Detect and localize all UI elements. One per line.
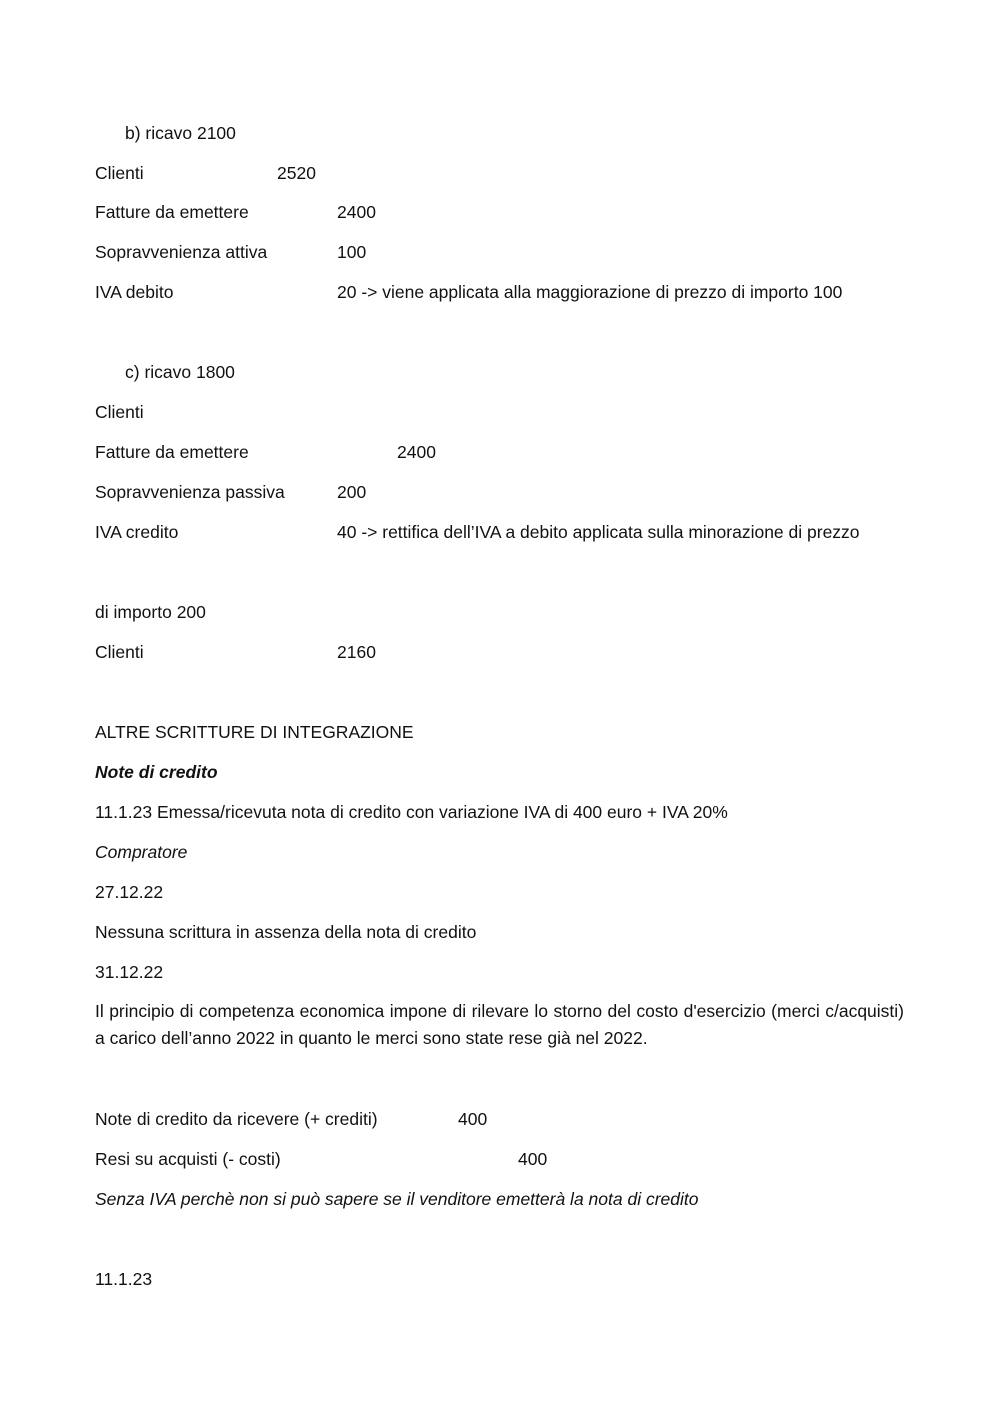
section-title: ALTRE SCRITTURE DI INTEGRAZIONE [95, 722, 414, 742]
italic-note: Senza IVA perchè non si può sapere se il venditore emetterà la nota di credito [95, 1189, 699, 1209]
row-label: Clienti [95, 402, 144, 422]
row-label: Clienti [95, 642, 144, 662]
row-value: 2520 [277, 163, 316, 183]
buyer-label: Compratore [95, 842, 188, 862]
row-value: 100 [337, 242, 367, 262]
date-label: 27.12.22 [95, 882, 164, 902]
row-label: IVA credito [95, 522, 179, 542]
subsection-title: Note di credito [95, 762, 218, 782]
paragraph: Il principio di competenza economica impone di rilevare lo storno del costo d'esercizio (merci c/acquisti) a carico dell’anno 2022 in quanto le merci sono state rese già nel 2022. [95, 1001, 904, 1048]
entry-value: 400 [518, 1149, 548, 1169]
row-value: 2400 [337, 202, 376, 222]
row-value: 200 [337, 482, 367, 502]
row-label: Fatture da emettere [95, 202, 249, 222]
row-label: Sopravvenienza attiva [95, 242, 268, 262]
continuation-text: di importo 200 [95, 602, 206, 622]
section-c-heading: c) ricavo 1800 [125, 362, 235, 382]
row-label: Clienti [95, 163, 144, 183]
section-b-heading: b) ricavo 2100 [125, 123, 236, 143]
entry-label: Note di credito da ricevere (+ crediti) [95, 1109, 378, 1129]
entry-label: Resi su acquisti (- costi) [95, 1149, 281, 1169]
text-line: 11.1.23 Emessa/ricevuta nota di credito con variazione IVA di 400 euro + IVA 20% [95, 802, 728, 822]
text-line: Nessuna scrittura in assenza della nota di credito [95, 922, 477, 942]
row-label: Fatture da emettere [95, 442, 249, 462]
row-value: 2160 [337, 642, 376, 662]
row-label: IVA debito [95, 282, 174, 302]
row-value: 2400 [397, 442, 436, 462]
row-value: 40 -> rettifica dell’IVA a debito applicata sulla minorazione di prezzo [337, 522, 860, 542]
date-label: 11.1.23 [95, 1269, 153, 1289]
entry-value: 400 [458, 1109, 488, 1129]
date-label: 31.12.22 [95, 962, 164, 982]
row-value: 20 -> viene applicata alla maggiorazione di prezzo di importo 100 [337, 282, 843, 302]
row-label: Sopravvenienza passiva [95, 482, 285, 502]
